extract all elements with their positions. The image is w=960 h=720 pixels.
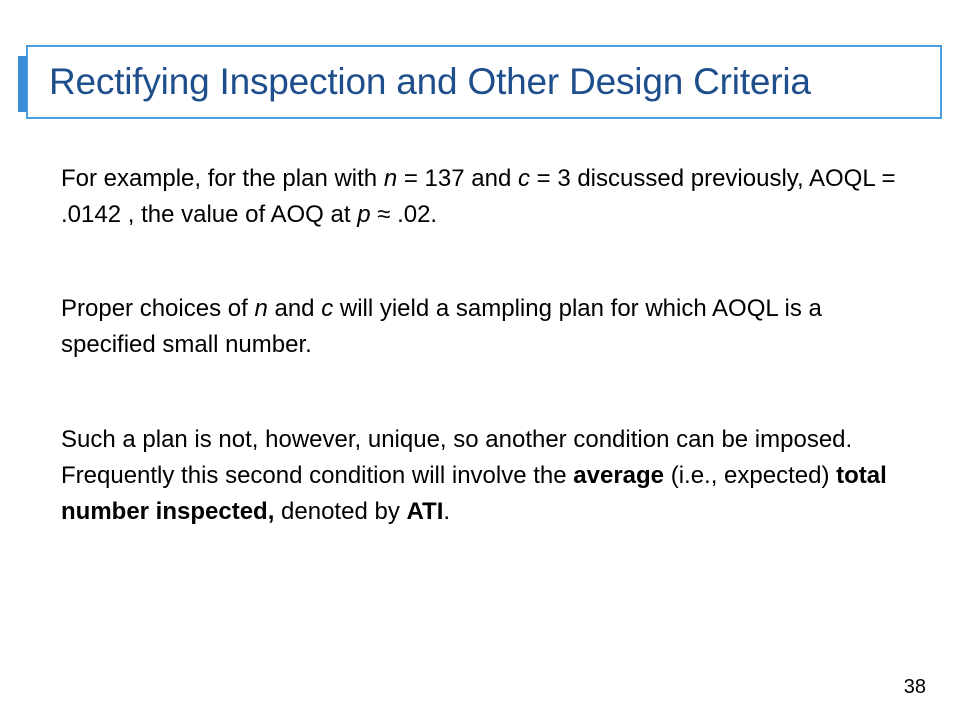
text: = 3 discussed previously, AOQL = .0142 , the value of AOQ at [61,165,896,228]
text: . [443,498,451,525]
slide-number: 38 [903,676,926,698]
variable-n: n [383,165,398,192]
bold-term-total-number-inspected: total number inspected, [61,462,887,525]
variable-n: n [254,295,268,322]
text: denoted by [274,498,407,525]
text: For example, for the plan with [61,165,384,192]
text: ≈ .02. [370,201,438,228]
bold-term-average: average [573,462,665,489]
text: and [267,295,322,322]
slide-title: Rectifying Inspection and Other Design Criteria [49,61,811,102]
paragraph-ati [61,422,911,530]
paragraph-choices [61,291,911,363]
text: Proper choices of [61,295,255,322]
text: Such a plan is not, however, unique, so another condition can be imposed. Frequently this second condition will involve the [61,426,853,489]
variable-c: c [517,165,530,192]
text: will yield a sampling plan for which AOQL is a specified small number. [61,295,822,358]
variable-p: p [357,201,371,228]
text: = 137 and [397,165,518,192]
title-accent-bar [18,56,27,112]
variable-c: c [321,295,334,322]
text: (i.e., expected) [664,462,837,489]
bold-term-ati: ATI [406,498,444,525]
paragraph-example [61,161,911,233]
